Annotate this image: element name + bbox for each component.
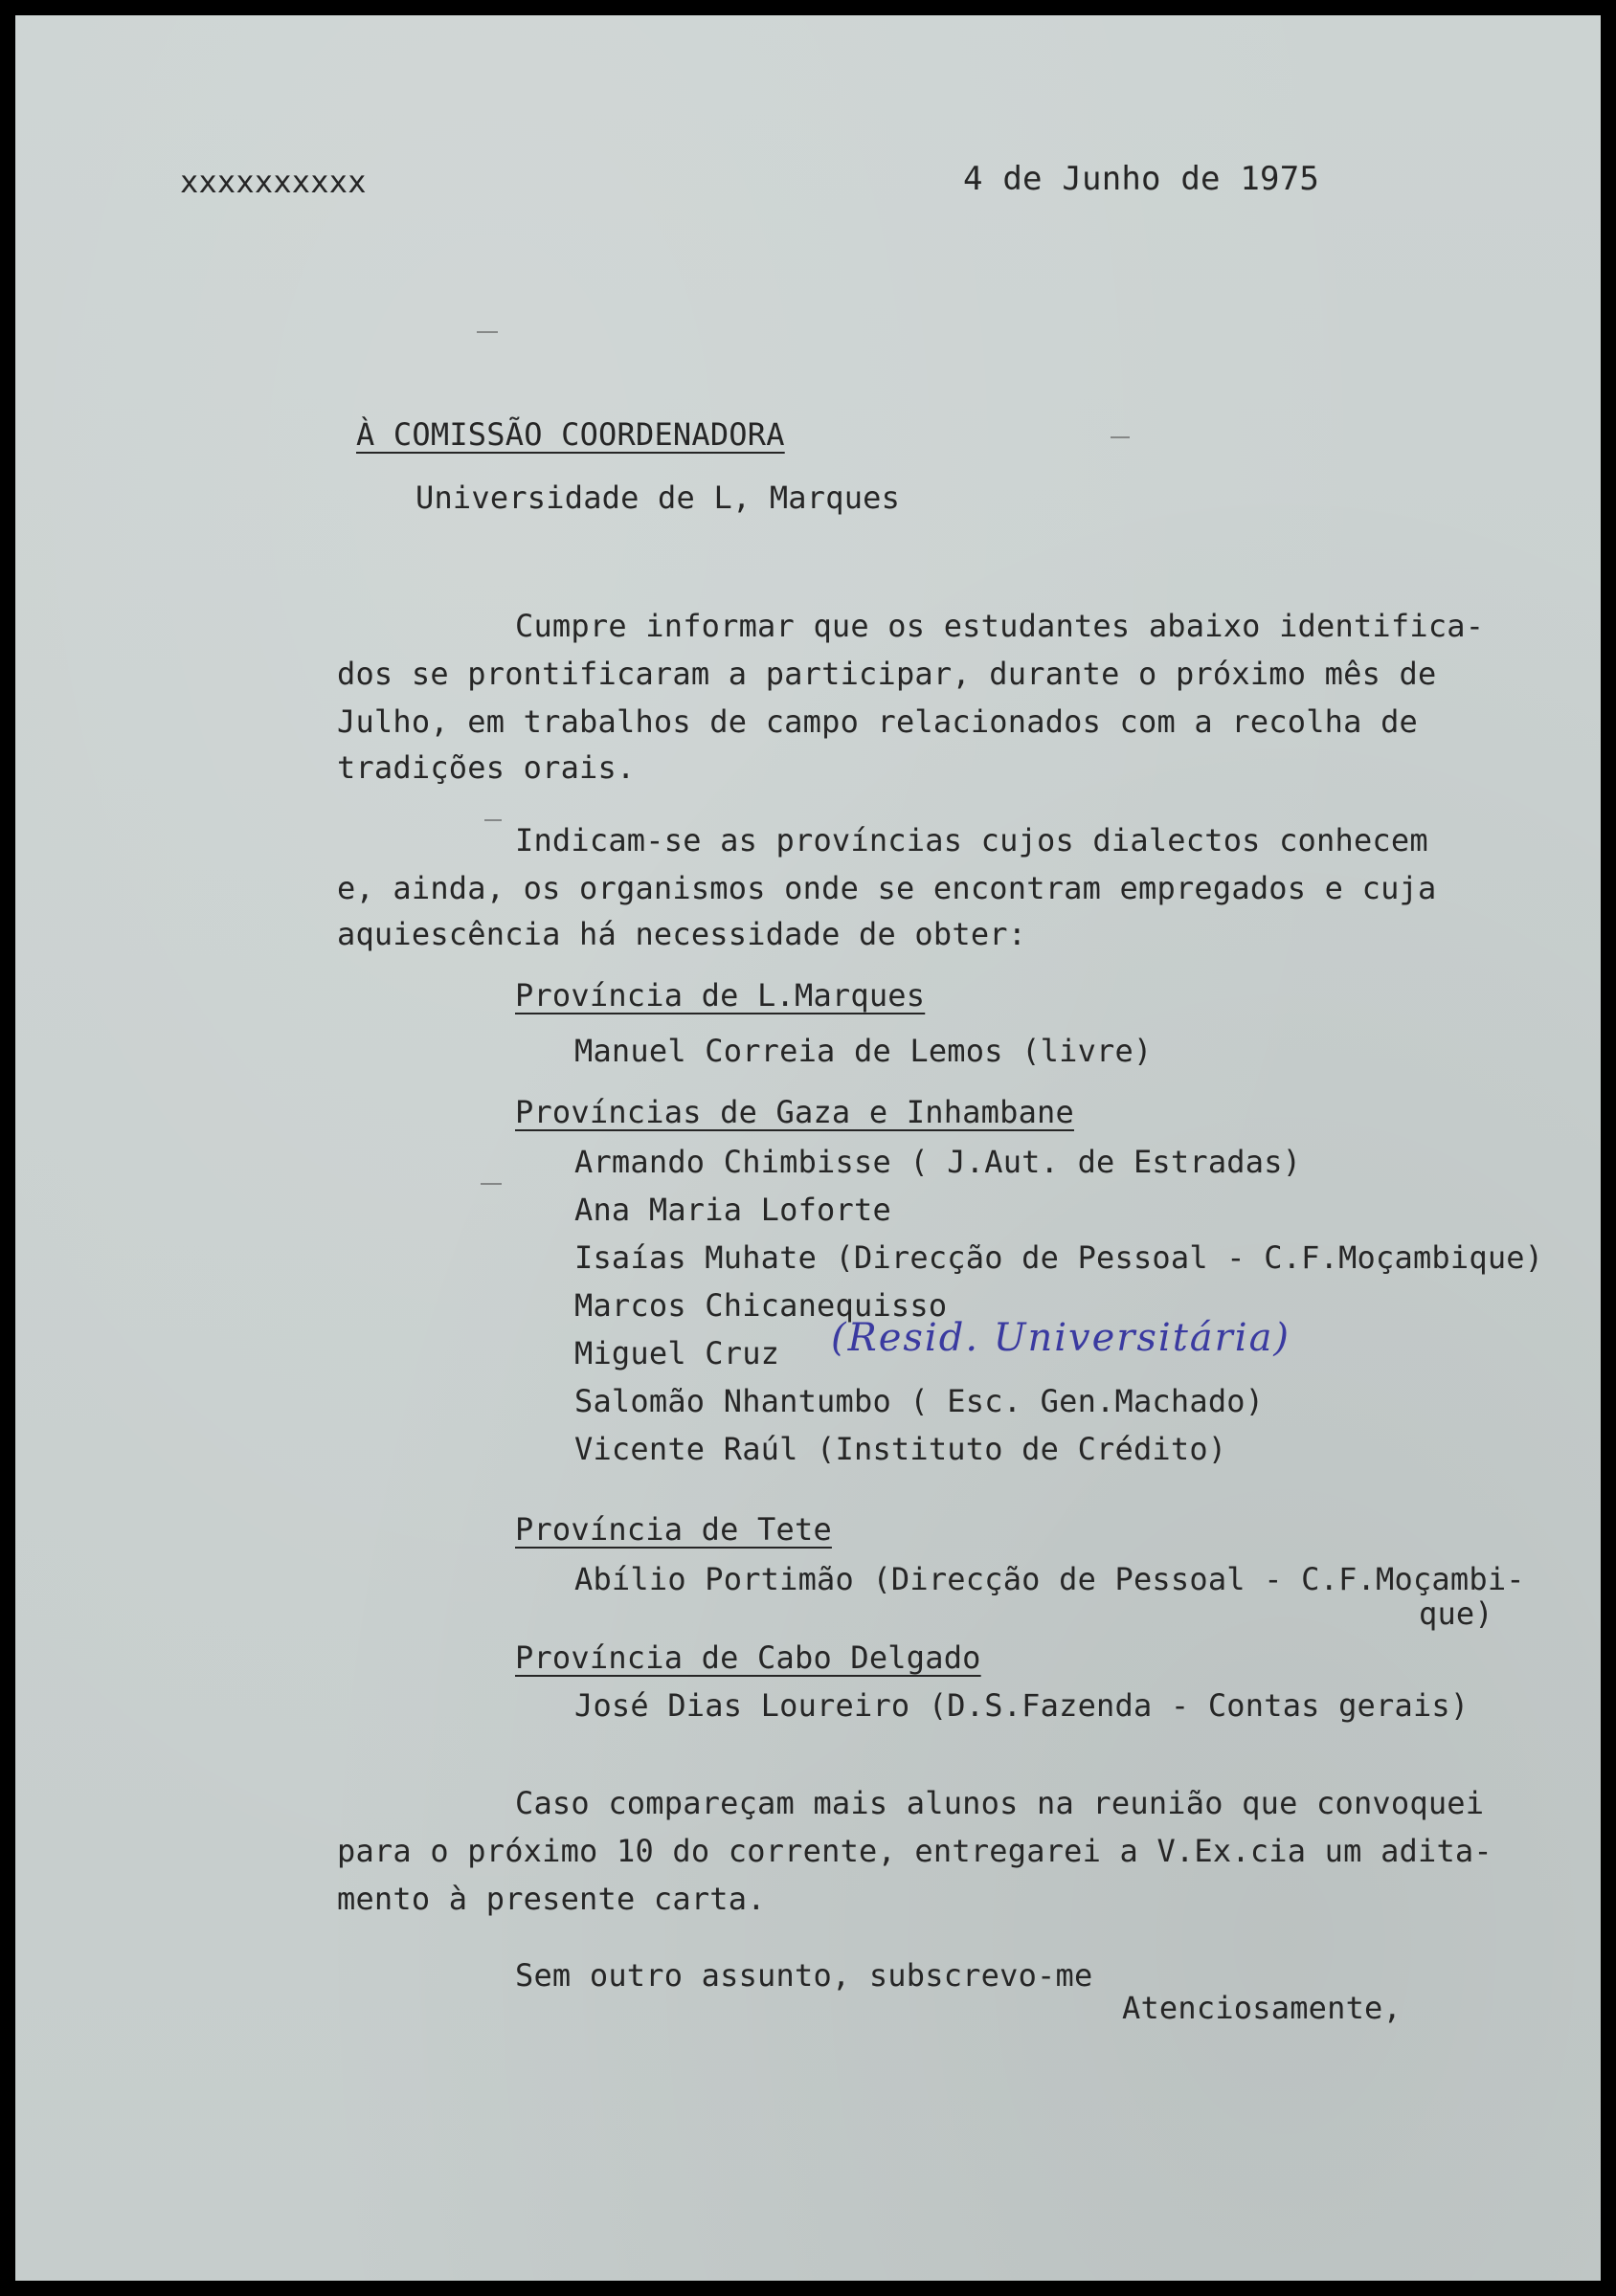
student-entry-continuation: que) (1419, 1595, 1493, 1632)
paragraph-2-line-1: Indicam-se as províncias cujos dialectos conhecem (515, 822, 1428, 858)
stray-mark (477, 331, 498, 333)
closing-line: Sem outro assunto, subscrevo-me (515, 1957, 1093, 1994)
student-entry: Abílio Portimão (Direcção de Pessoal - C.F.Moçambi- (574, 1561, 1525, 1597)
student-entry: Isaías Muhate (Direcção de Pessoal - C.F.Moçambique) (574, 1239, 1544, 1276)
paragraph-3-line-3: mento à presente carta. (337, 1881, 766, 1917)
student-entry: Ana Maria Loforte (574, 1192, 891, 1228)
province-heading-tete: Província de Tete (515, 1511, 832, 1548)
paragraph-3-line-2: para o próximo 10 do corrente, entregarei a V.Ex.cia um adita- (337, 1833, 1493, 1869)
province-heading-lmarques: Província de L.Marques (515, 977, 926, 1014)
student-entry: Marcos Chicanequisso (574, 1287, 948, 1324)
student-entry: Manuel Correia de Lemos (livre) (574, 1033, 1153, 1069)
sender-placeholder: xxxxxxxxxx (180, 164, 367, 200)
province-heading-gaza-inhambane: Províncias de Gaza e Inhambane (515, 1094, 1074, 1130)
paragraph-1-line-2: dos se prontificaram a participar, durante o próximo mês de (337, 656, 1437, 692)
letter-date: 4 de Junho de 1975 (963, 160, 1320, 198)
student-entry: José Dias Loureiro (D.S.Fazenda - Contas gerais) (574, 1687, 1470, 1724)
paragraph-2-line-2: e, ainda, os organismos onde se encontram empregados e cuja (337, 870, 1437, 906)
province-heading-cabo-delgado: Província de Cabo Delgado (515, 1639, 981, 1676)
student-entry: Salomão Nhantumbo ( Esc. Gen.Machado) (574, 1383, 1265, 1419)
student-entry: Vicente Raúl (Instituto de Crédito) (574, 1431, 1227, 1467)
student-entry: Miguel Cruz (574, 1335, 780, 1371)
stray-mark (1111, 436, 1130, 438)
stray-mark (481, 1183, 502, 1185)
paragraph-1-line-4: tradições orais. (337, 749, 636, 786)
recipient-title: À COMISSÃO COORDENADORA (356, 416, 785, 453)
student-entry: Armando Chimbisse ( J.Aut. de Estradas) (574, 1144, 1302, 1180)
stray-mark (484, 819, 502, 821)
paragraph-2-line-3: aquiescência há necessidade de obter: (337, 916, 1027, 952)
paragraph-1-line-3: Julho, em trabalhos de campo relacionados com a recolha de (337, 703, 1419, 740)
paragraph-3-line-1: Caso compareçam mais alunos na reunião que convoquei (515, 1785, 1485, 1821)
paragraph-1-line-1: Cumpre informar que os estudantes abaixo identifica- (515, 608, 1485, 644)
closing-salutation: Atenciosamente, (1122, 1990, 1402, 2026)
letter-page (15, 15, 1601, 2281)
recipient-institution: Universidade de L, Marques (415, 479, 901, 516)
handwritten-annotation: (Resid. Universitária) (831, 1316, 1291, 1360)
